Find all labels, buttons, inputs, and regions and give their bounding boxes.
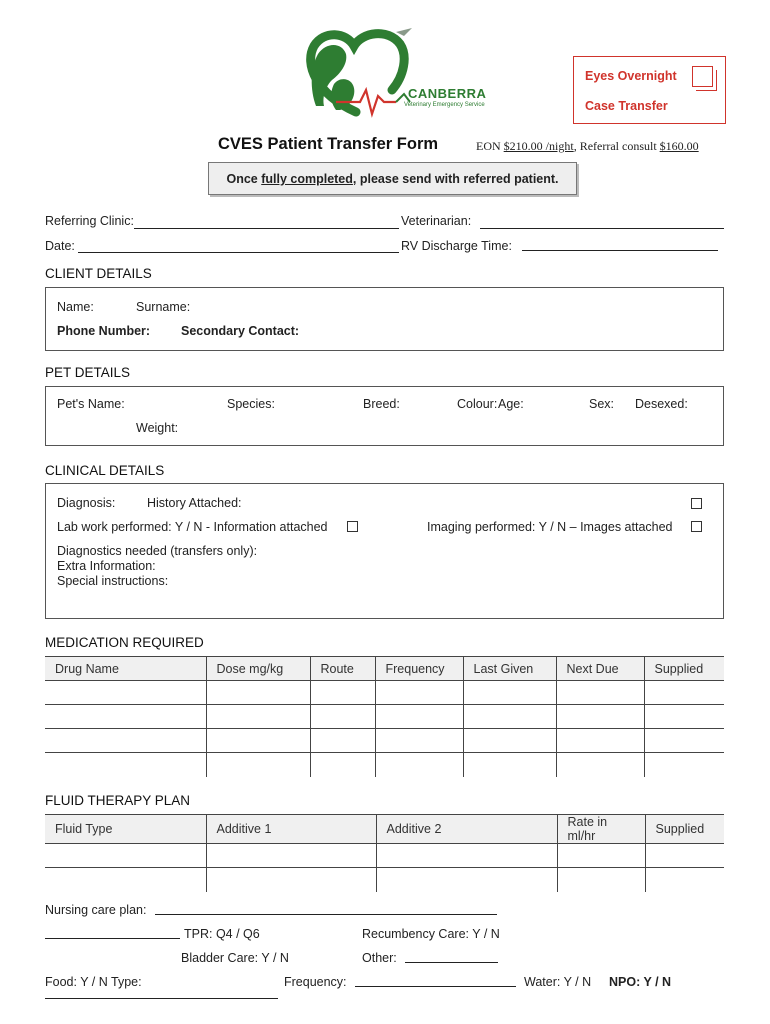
food-frequency-label: Frequency: [284, 975, 347, 989]
other-label: Other: [362, 951, 397, 965]
client-name-label: Name: [57, 300, 94, 314]
clinical-details-box [45, 483, 724, 619]
date-field[interactable] [78, 252, 399, 253]
notice-box: Once fully completed, please send with referred patient. [208, 162, 577, 195]
diagnosis-label: Diagnosis: [57, 496, 116, 510]
client-details-box [45, 287, 724, 351]
lab-work-checkbox[interactable] [347, 521, 358, 532]
fluid-therapy-heading: FLUID THERAPY PLAN [45, 793, 191, 808]
table-row[interactable] [45, 729, 724, 753]
medication-table [45, 656, 724, 777]
pet-weight-label: Weight: [136, 421, 179, 435]
special-instructions-label: Special instructions: [57, 574, 169, 588]
fluid-col-fluid-type: Fluid Type [45, 815, 206, 844]
table-row[interactable] [45, 753, 724, 777]
med-col-next-due: Next Due [556, 657, 644, 681]
badge-case-transfer: Case Transfer [585, 99, 668, 113]
npo-label: NPO: Y / N [609, 975, 672, 989]
nursing-care-plan-field[interactable] [155, 914, 497, 915]
referring-clinic-field[interactable] [134, 228, 399, 229]
pet-details-heading: PET DETAILS [45, 365, 131, 380]
heart-pets-logo-icon [296, 24, 486, 124]
clinic-logo [296, 24, 486, 124]
med-col-supplied: Supplied [644, 657, 724, 681]
pet-details-box [45, 386, 724, 446]
water-label: Water: Y / N [524, 975, 592, 989]
client-surname-label: Surname: [136, 300, 191, 314]
table-row[interactable] [45, 844, 724, 868]
logo-tagline: Veterinary Emergency Service [404, 102, 485, 108]
fluid-therapy-table [45, 814, 724, 892]
case-type-badge [573, 56, 726, 124]
imaging-label: Imaging performed: Y / N – Images attached [427, 520, 673, 534]
table-row[interactable] [45, 868, 724, 892]
food-type-field[interactable] [45, 998, 278, 999]
table-row[interactable] [45, 681, 724, 705]
veterinarian-label: Veterinarian: [401, 214, 472, 228]
med-col-frequency: Frequency [375, 657, 463, 681]
bladder-care-label: Bladder Care: Y / N [181, 951, 289, 965]
fluid-col-supplied: Supplied [645, 815, 724, 844]
extra-information-label: Extra Information: [57, 559, 156, 573]
history-attached-label: History Attached: [147, 496, 242, 510]
history-attached-checkbox[interactable] [691, 498, 702, 509]
pet-age-label: Age: [498, 397, 524, 411]
badge-eyes-overnight: Eyes Overnight [585, 69, 677, 83]
form-title: CVES Patient Transfer Form [218, 135, 439, 153]
nursing-care-plan-label: Nursing care plan: [45, 903, 147, 917]
client-details-heading: CLIENT DETAILS [45, 266, 152, 281]
other-field[interactable] [405, 962, 498, 963]
med-col-dose: Dose mg/kg [206, 657, 310, 681]
pet-name-label: Pet's Name: [57, 397, 125, 411]
pet-species-label: Species: [227, 397, 275, 411]
lab-work-label: Lab work performed: Y / N - Information attached [57, 520, 328, 534]
food-type-label: Food: Y / N Type: [45, 975, 142, 989]
pet-breed-label: Breed: [363, 397, 400, 411]
fluid-col-rate: Rate in ml/hr [557, 815, 645, 844]
pet-desexed-label: Desexed: [635, 397, 688, 411]
table-row[interactable] [45, 705, 724, 729]
diagnostics-needed-label: Diagnostics needed (transfers only): [57, 544, 258, 558]
fluid-col-additive-1: Additive 1 [206, 815, 376, 844]
med-col-drug-name: Drug Name [45, 657, 206, 681]
fee-info: EON $210.00 /night, Referral consult $160.00 [476, 139, 699, 153]
tpr-label: TPR: Q4 / Q6 [184, 927, 260, 941]
med-col-last-given: Last Given [463, 657, 556, 681]
logo-brand: CANBERRA [408, 86, 487, 101]
food-frequency-field[interactable] [355, 986, 516, 987]
recumbency-care-label: Recumbency Care: Y / N [362, 927, 500, 941]
rv-discharge-field[interactable] [522, 250, 718, 251]
client-secondary-contact-label: Secondary Contact: [181, 324, 300, 338]
med-col-route: Route [310, 657, 375, 681]
imaging-checkbox[interactable] [691, 521, 702, 532]
client-phone-label: Phone Number: [57, 324, 151, 338]
veterinarian-field[interactable] [480, 228, 724, 229]
medication-heading: MEDICATION REQUIRED [45, 635, 204, 650]
fluid-col-additive-2: Additive 2 [376, 815, 557, 844]
pet-colour-label: Colour: [457, 397, 498, 411]
date-label: Date: [45, 239, 75, 253]
tpr-field[interactable] [45, 938, 180, 939]
pet-sex-label: Sex: [589, 397, 615, 411]
referring-clinic-label: Referring Clinic: [45, 214, 134, 228]
clinical-details-heading: CLINICAL DETAILS [45, 463, 165, 478]
rv-discharge-label: RV Discharge Time: [401, 239, 512, 253]
